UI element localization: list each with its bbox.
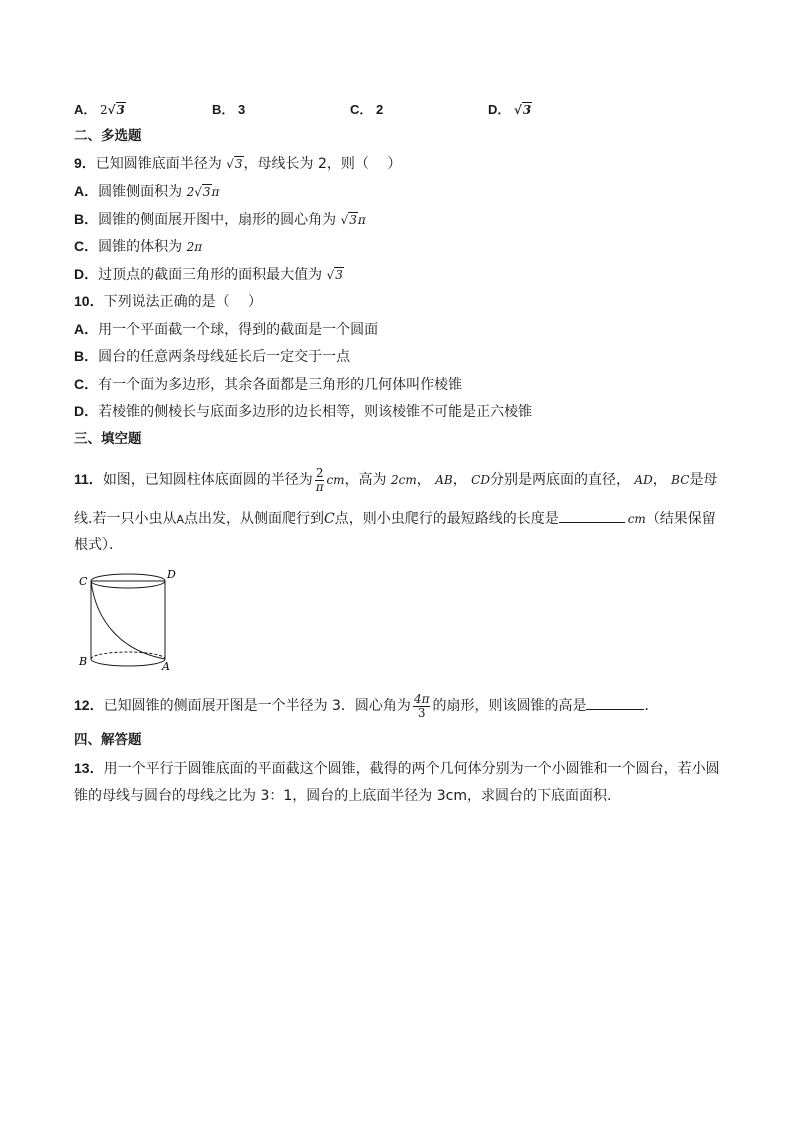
label-d: D [167,568,176,581]
option-label: B． [212,102,235,117]
math-fraction: $\frac{2}{\pi}$ [315,465,324,494]
label-b: B [79,655,88,668]
answer-blank[interactable] [559,508,625,523]
option-value: √3 [514,103,532,117]
section-fill-in: 三、填空题 [74,431,142,447]
q10-option-a: A．用一个平面截一个球，得到的截面是一个圆面 [74,321,379,338]
q11-line-1: 11．如图，已知圆柱体底面圆的半径为 $\frac{2}{\pi}$ cm，高为 2cm， AB， CD分别是两底面的直径， AD， BC是母 [74,465,718,494]
math-sqrt: √3 [226,157,243,171]
label-a: A [162,660,170,673]
question-number: 11． [74,471,103,487]
question-number: 12． [74,697,104,713]
q10-stem: 10．下列说法正确的是（ ） [74,293,263,310]
q13-line-1: 13．用一个平行于圆锥底面的平面截这个圆锥，截得的两个几何体分别为一个小圆锥和一个圆台，若小圆 [74,760,720,777]
q11-line-2: 线.若一只小虫从A点出发，从侧面爬行到C点，则小虫爬行的最短路线的长度是 cm（结果保留 [74,508,716,529]
option-value: 2 [376,102,384,117]
q10-option-d: D．若棱锥的侧棱长与底面多边形的边长相等，则该棱锥不可能是正六棱锥 [74,403,533,420]
q9-stem: 9．已知圆锥底面半径为 √3，母线长为 2，则（ ） [74,155,402,172]
q9-option-a: A．圆锥侧面积为 2√3π [74,183,220,200]
option-label: A． [74,102,97,117]
math-fraction: $\frac{4\pi}{3}$ [413,691,430,720]
shortest-path-curve [91,581,165,659]
q8-option-d [488,99,532,118]
q9-option-d: D．过顶点的截面三角形的面积最大值为 √3 [74,266,343,283]
question-number: 9． [74,155,96,171]
math-expression: √3π [340,213,366,227]
q9-option-c: C．圆锥的体积为 2π [74,238,203,255]
math-expression: 2√3π [186,185,220,199]
q10-option-b: B．圆台的任意两条母线延长后一定交于一点 [74,348,351,365]
option-label: D． [488,102,511,117]
q12-stem: 12．已知圆锥的侧面展开图是一个半径为 3．圆心角为 $\frac{4\pi}{3}$ 的扇形，则该圆锥的高是 ． [74,691,659,720]
math-expression: 2π [186,240,203,254]
label-c: C [79,575,88,588]
option-value: 2√3 [100,103,125,117]
q9-option-b: B．圆锥的侧面展开图中，扇形的圆心角为 √3π [74,211,366,228]
answer-blank[interactable] [586,695,644,710]
bottom-ellipse-front [91,659,165,666]
cylinder-figure [76,566,186,676]
bottom-ellipse-back [91,652,165,659]
section-multi-choice: 二、多选题 [74,128,142,144]
option-label: C． [350,102,373,117]
q13-line-2: 锥的母线与圆台的母线之比为 3：1，圆台的上底面半径为 3cm，求圆台的下底面面积. [74,788,612,804]
section-answer: 四、解答题 [74,732,142,748]
q8-option-a [74,99,126,118]
q11-line-3: 根式）． [74,537,123,553]
question-number: 10． [74,293,104,309]
q10-option-c: C．有一个面为多边形，其余各面都是三角形的几何体叫作棱锥 [74,376,463,393]
option-value: 3 [238,102,246,117]
math-sqrt: √3 [326,268,343,282]
q8-option-c [350,99,383,118]
q8-option-b [212,99,245,118]
question-number: 13． [74,760,104,776]
